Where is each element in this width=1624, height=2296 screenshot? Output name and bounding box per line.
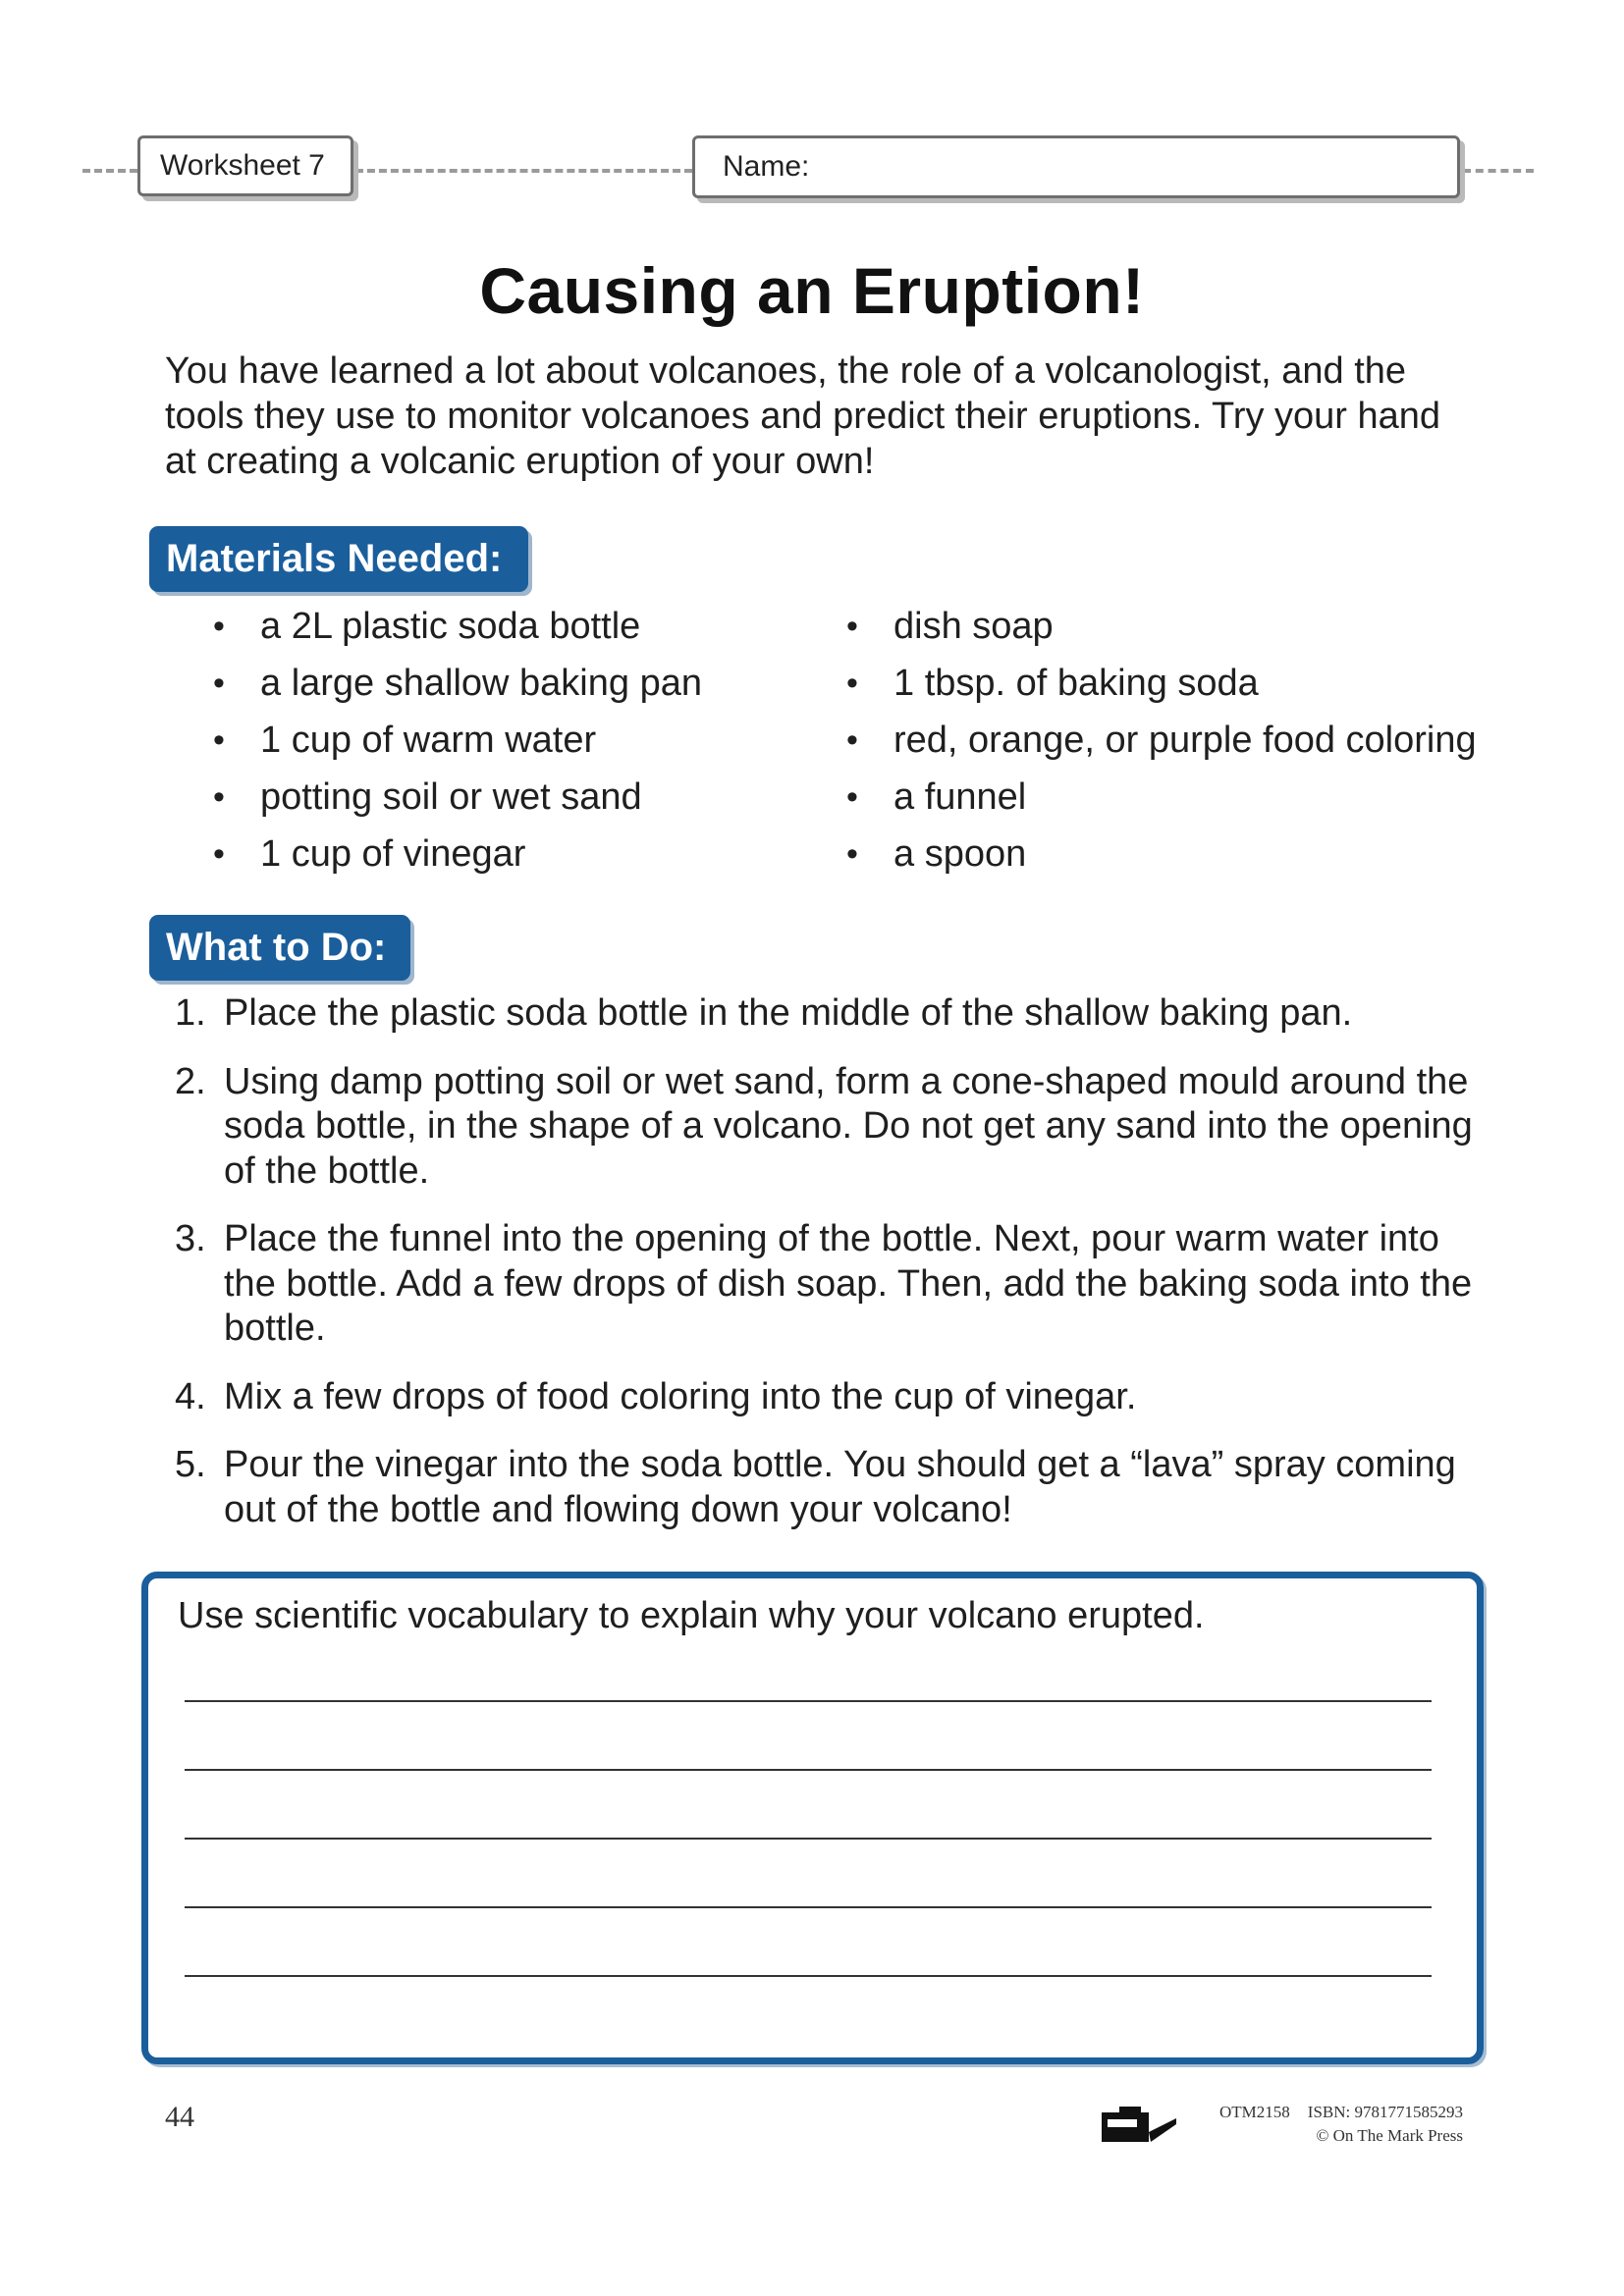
steps-list <box>175 991 1500 1556</box>
list-item: • a spoon <box>846 826 1477 882</box>
list-item: • a large shallow baking pan <box>213 655 702 712</box>
bullet-icon: • <box>213 835 225 873</box>
step-number: 5. <box>175 1444 206 1485</box>
list-item: • dish soap <box>846 598 1477 655</box>
answer-line-1[interactable] <box>185 1700 1432 1702</box>
bullet-icon: • <box>846 608 858 645</box>
step-text: Mix a few drops of food coloring into the cup of vinegar. <box>224 1375 1137 1417</box>
answer-line-3[interactable] <box>185 1838 1432 1840</box>
bullet-icon: • <box>846 665 858 702</box>
step-text: Place the funnel into the opening of the bottle. Next, pour warm water into the bottle. Add a few drops of dish soap. Then, add the baking soda into the bottle. <box>224 1218 1473 1349</box>
footer-info <box>1188 2101 1463 2148</box>
answer-line-5[interactable] <box>185 1975 1432 1977</box>
bullet-icon: • <box>846 778 858 816</box>
bullet-icon: • <box>846 721 858 759</box>
step-item <box>175 991 1500 1037</box>
step-number: 1. <box>175 992 206 1034</box>
what-to-do-heading: What to Do: <box>149 915 410 981</box>
step-item <box>175 1217 1500 1352</box>
step-item <box>175 1060 1500 1195</box>
name-label: Name: <box>723 150 810 183</box>
intro-paragraph: You have learned a lot about volcanoes, the role of a volcanologist, and the tools they use to monitor volcanoes and predict their eruptions. Try your hand at creating a volcanic eruption of your own! <box>165 350 1441 482</box>
materials-list-left <box>213 598 702 882</box>
materials-list-right <box>846 598 1477 882</box>
list-item: • a funnel <box>846 769 1477 826</box>
bullet-icon: • <box>213 778 225 816</box>
list-item: • potting soil or wet sand <box>213 769 702 826</box>
step-item <box>175 1443 1500 1532</box>
bullet-icon: • <box>213 721 225 759</box>
publisher-logo-icon <box>1100 2103 1178 2146</box>
isbn: ISBN: 9781771585293 <box>1307 2103 1463 2121</box>
header-dash-right <box>1463 169 1534 173</box>
step-number: 3. <box>175 1218 206 1259</box>
answer-prompt: Use scientific vocabulary to explain why your volcano erupted. <box>178 1595 1205 1636</box>
answer-box <box>141 1572 1484 2064</box>
step-number: 2. <box>175 1060 206 1102</box>
bullet-icon: • <box>213 665 225 702</box>
worksheet-label-box <box>137 135 353 196</box>
step-number: 4. <box>175 1375 206 1417</box>
page-number: 44 <box>165 2101 194 2133</box>
header-dash-middle <box>355 169 692 173</box>
worksheet-label: Worksheet 7 <box>160 149 325 182</box>
bullet-icon: • <box>213 608 225 645</box>
answer-line-4[interactable] <box>185 1906 1432 1908</box>
list-item: • a 2L plastic soda bottle <box>213 598 702 655</box>
product-code: OTM2158 <box>1219 2103 1290 2121</box>
page-title: Causing an Eruption! <box>479 254 1145 327</box>
list-item: • 1 tbsp. of baking soda <box>846 655 1477 712</box>
list-item: • red, orange, or purple food coloring <box>846 712 1477 769</box>
copyright: © On The Mark Press <box>1316 2126 1463 2145</box>
step-text: Using damp potting soil or wet sand, form a cone-shaped mould around the soda bottle, in the shape of a volcano. Do not get any sand into the opening of the bottle. <box>224 1060 1473 1192</box>
list-item: • 1 cup of vinegar <box>213 826 702 882</box>
answer-line-2[interactable] <box>185 1769 1432 1771</box>
list-item: • 1 cup of warm water <box>213 712 702 769</box>
bullet-icon: • <box>846 835 858 873</box>
step-text: Pour the vinegar into the soda bottle. You should get a “lava” spray coming out of the bottle and flowing down your volcano! <box>224 1444 1456 1530</box>
step-text: Place the plastic soda bottle in the middle of the shallow baking pan. <box>224 992 1353 1034</box>
step-item <box>175 1375 1500 1420</box>
name-field[interactable] <box>692 135 1460 198</box>
header-dash-left <box>82 169 137 173</box>
materials-heading: Materials Needed: <box>149 526 528 592</box>
